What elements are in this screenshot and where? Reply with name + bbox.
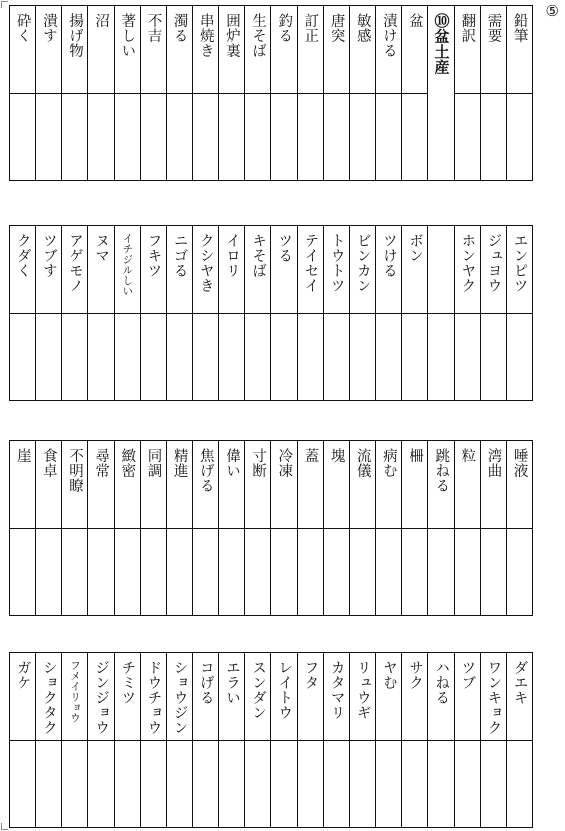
answer-box[interactable] [455, 740, 480, 827]
drill-column [245, 653, 271, 827]
answer-box[interactable] [193, 93, 218, 180]
drill-prompt: 釣る [276, 13, 293, 43]
answer-box[interactable] [245, 740, 270, 827]
drill-prompt: 訂正 [302, 13, 319, 43]
drill-column [141, 653, 167, 827]
drill-column [245, 6, 271, 180]
answer-box[interactable] [88, 528, 113, 615]
drill-column [350, 226, 376, 400]
drill-prompt: ジンジョウ [93, 660, 110, 735]
drill-prompt: 同調 [145, 448, 162, 478]
answer-box[interactable] [245, 313, 270, 400]
drill-prompt: 焦げる [197, 448, 214, 493]
drill-column [36, 441, 62, 615]
answer-box[interactable] [141, 528, 166, 615]
answer-box[interactable] [36, 313, 61, 400]
drill-column [88, 226, 114, 400]
drill-prompt: 緻密 [119, 448, 136, 478]
drill-prompt: 串焼き [197, 13, 214, 58]
answer-box[interactable] [219, 528, 244, 615]
drill-prompt: ツブ [459, 660, 476, 690]
drill-prompt: 湾曲 [485, 448, 502, 478]
drill-column [88, 653, 114, 827]
drill-prompt: フタ [302, 660, 319, 690]
drill-prompt: ツける [380, 233, 397, 278]
answer-box[interactable] [350, 313, 375, 400]
drill-column [219, 441, 245, 615]
drill-column [428, 6, 454, 180]
drill-prompt: 沼 [93, 13, 110, 28]
answer-box[interactable] [298, 313, 323, 400]
answer-box[interactable] [271, 740, 296, 827]
drill-prompt: キそば [250, 233, 267, 278]
drill-prompt: ヤむ [380, 660, 397, 690]
drill-column [402, 6, 428, 180]
drill-column [62, 653, 88, 827]
drill-column [507, 441, 533, 615]
drill-column [324, 653, 350, 827]
answer-box[interactable] [245, 528, 270, 615]
drill-prompt: チミツ [119, 660, 136, 705]
drill-column [481, 653, 507, 827]
answer-box[interactable] [167, 740, 192, 827]
drill-column [271, 441, 297, 615]
drill-prompt: ツる [276, 233, 293, 263]
answer-box[interactable] [507, 93, 532, 180]
drill-column [115, 6, 141, 180]
answer-box[interactable] [193, 740, 218, 827]
drill-column [298, 441, 324, 615]
crop-mark-top-left [1, 1, 8, 8]
drill-column [62, 6, 88, 180]
answer-box[interactable] [324, 93, 349, 180]
drill-column [62, 226, 88, 400]
drill-column [350, 653, 376, 827]
answer-box[interactable] [481, 740, 506, 827]
answer-box[interactable] [481, 93, 506, 180]
drill-prompt: 唐突 [328, 13, 345, 43]
drill-prompt: ⑩盆土産 [432, 13, 451, 75]
drill-column [507, 226, 533, 400]
drill-prompt: 不明瞭 [67, 448, 84, 493]
answer-box[interactable] [350, 528, 375, 615]
drill-column [245, 226, 271, 400]
answer-box[interactable] [324, 528, 349, 615]
drill-prompt: 砕く [14, 13, 31, 43]
answer-box[interactable] [167, 313, 192, 400]
answer-box[interactable] [350, 93, 375, 180]
drill-prompt: 敏感 [354, 13, 371, 43]
drill-prompt: 寸断 [250, 448, 267, 478]
drill-prompt: クシヤき [197, 233, 214, 293]
answer-box[interactable] [62, 313, 87, 400]
answer-box[interactable] [88, 313, 113, 400]
answer-box[interactable] [141, 740, 166, 827]
drill-prompt: イチジルしい [121, 233, 134, 296]
drill-column [428, 653, 454, 827]
drill-column [376, 6, 402, 180]
answer-box[interactable] [455, 528, 480, 615]
answer-box[interactable] [402, 528, 427, 615]
drill-column [481, 226, 507, 400]
drill-column [350, 441, 376, 615]
drill-column [10, 653, 36, 827]
drill-prompt: エンピツ [511, 233, 528, 293]
drill-prompt: スンダン [250, 660, 267, 720]
drill-prompt: ジュヨウ [485, 233, 502, 293]
drill-prompt: ホンヤク [459, 233, 476, 293]
drill-column [115, 441, 141, 615]
drill-prompt: カタマリ [328, 660, 345, 720]
drill-column [402, 226, 428, 400]
drill-prompt: 唾液 [511, 448, 528, 478]
drill-column [141, 441, 167, 615]
drill-prompt: 跳ねる [433, 448, 450, 493]
answer-box[interactable] [402, 93, 427, 180]
drill-prompt: ビンカン [354, 233, 371, 293]
drill-prompt: 潰す [40, 13, 57, 43]
drill-column [324, 6, 350, 180]
drill-column [115, 226, 141, 400]
answer-box[interactable] [10, 313, 35, 400]
answer-box[interactable] [219, 93, 244, 180]
answer-box[interactable] [141, 93, 166, 180]
drill-column [455, 6, 481, 180]
drill-prompt: クダく [14, 233, 31, 278]
drill-prompt: エラい [223, 660, 240, 705]
drill-prompt: 盆 [407, 13, 424, 28]
drill-prompt: ボン [407, 233, 424, 263]
answer-box[interactable] [271, 528, 296, 615]
drill-column [36, 226, 62, 400]
drill-column [193, 653, 219, 827]
drill-prompt: 粒 [459, 448, 476, 463]
answer-box[interactable] [115, 313, 140, 400]
answer-box[interactable] [428, 528, 453, 615]
drill-prompt: ヌマ [93, 233, 110, 263]
drill-prompt: リュウギ [354, 660, 371, 720]
answer-box[interactable] [115, 740, 140, 827]
drill-column [507, 6, 533, 180]
drill-column [10, 6, 36, 180]
drill-prompt: 食卓 [40, 448, 57, 478]
drill-column [481, 6, 507, 180]
drill-prompt: 翻訳 [459, 13, 476, 43]
drill-column [88, 6, 114, 180]
drill-prompt: ツブす [40, 233, 57, 278]
drill-prompt: イロリ [223, 233, 240, 278]
answer-box[interactable] [10, 93, 35, 180]
answer-box[interactable] [298, 528, 323, 615]
drill-column [141, 6, 167, 180]
drill-column [115, 653, 141, 827]
answer-box[interactable] [36, 528, 61, 615]
answer-box[interactable] [115, 93, 140, 180]
answer-box[interactable] [88, 740, 113, 827]
drill-section-4 [9, 652, 533, 828]
answer-box[interactable] [376, 740, 401, 827]
drill-prompt: アゲモノ [67, 233, 84, 293]
drill-prompt: ハねる [433, 660, 450, 705]
drill-prompt: フキツ [145, 233, 162, 278]
drill-prompt: ドウチョウ [145, 660, 162, 735]
drill-column [402, 653, 428, 827]
answer-box[interactable] [402, 313, 427, 400]
answer-box[interactable] [428, 313, 453, 400]
drill-prompt: 鉛筆 [511, 13, 528, 43]
drill-prompt: フメイリョウ [69, 660, 82, 723]
drill-prompt: 生そば [250, 13, 267, 58]
drill-prompt: 著しい [119, 13, 136, 58]
drill-prompt: レイトウ [276, 660, 293, 720]
drill-prompt: 濁る [171, 13, 188, 43]
answer-box[interactable] [507, 313, 532, 400]
drill-prompt: ニゴる [171, 233, 188, 278]
drill-section-2 [9, 225, 533, 401]
drill-prompt: 塊 [328, 448, 345, 463]
answer-box[interactable] [428, 740, 453, 827]
drill-column [376, 441, 402, 615]
answer-box[interactable] [10, 740, 35, 827]
drill-column [455, 441, 481, 615]
drill-column [193, 226, 219, 400]
crop-mark-bottom-left [1, 823, 8, 830]
drill-column [376, 653, 402, 827]
answer-box[interactable] [36, 93, 61, 180]
drill-prompt: コげる [197, 660, 214, 705]
drill-column [350, 6, 376, 180]
drill-column [219, 653, 245, 827]
drill-prompt: 蓋 [302, 448, 319, 463]
answer-box[interactable] [324, 740, 349, 827]
drill-column [298, 226, 324, 400]
answer-box[interactable] [402, 740, 427, 827]
drill-column [245, 441, 271, 615]
drill-column [36, 653, 62, 827]
page-number: ⑤ [545, 2, 559, 20]
answer-box[interactable] [507, 528, 532, 615]
drill-column [167, 653, 193, 827]
drill-prompt: 漬ける [380, 13, 397, 58]
answer-box[interactable] [376, 93, 401, 180]
drill-column [324, 226, 350, 400]
answer-box[interactable] [219, 313, 244, 400]
answer-box[interactable] [88, 93, 113, 180]
drill-section-1 [9, 5, 533, 181]
drill-column [10, 226, 36, 400]
drill-prompt: 尋常 [93, 448, 110, 478]
answer-box[interactable] [481, 528, 506, 615]
drill-column [10, 441, 36, 615]
drill-prompt: 囲炉裏 [223, 13, 240, 58]
drill-column [219, 6, 245, 180]
drill-column [428, 441, 454, 615]
answer-box[interactable] [324, 313, 349, 400]
drill-column [428, 226, 454, 400]
answer-box[interactable] [62, 528, 87, 615]
drill-prompt: 揚げ物 [67, 13, 84, 58]
answer-box[interactable] [62, 93, 87, 180]
drill-column [141, 226, 167, 400]
drill-column [324, 441, 350, 615]
drill-prompt: 不吉 [145, 13, 162, 43]
drill-column [455, 226, 481, 400]
drill-prompt: 崖 [14, 448, 31, 463]
answer-box[interactable] [455, 313, 480, 400]
drill-prompt: ガケ [14, 660, 31, 690]
drill-column [167, 6, 193, 180]
drill-prompt: 病む [380, 448, 397, 478]
answer-box[interactable] [10, 528, 35, 615]
answer-box[interactable] [350, 740, 375, 827]
drill-prompt: サク [407, 660, 424, 690]
drill-column [507, 653, 533, 827]
drill-column [219, 226, 245, 400]
answer-box[interactable] [36, 740, 61, 827]
drill-prompt [428, 226, 453, 313]
drill-column [62, 441, 88, 615]
drill-column [402, 441, 428, 615]
drill-column [167, 226, 193, 400]
drill-column [271, 6, 297, 180]
drill-column [298, 653, 324, 827]
answer-box[interactable] [219, 740, 244, 827]
answer-box[interactable] [507, 740, 532, 827]
drill-column [455, 653, 481, 827]
drill-column [193, 441, 219, 615]
drill-prompt: トウトツ [328, 233, 345, 293]
answer-box[interactable] [481, 313, 506, 400]
drill-prompt: 柵 [407, 448, 424, 463]
drill-prompt: ショウジン [171, 660, 188, 735]
drill-column [376, 226, 402, 400]
answer-box[interactable] [271, 93, 296, 180]
answer-box[interactable] [62, 740, 87, 827]
drill-column [88, 441, 114, 615]
drill-column [271, 653, 297, 827]
answer-box[interactable] [193, 528, 218, 615]
drill-prompt: ワンキョク [485, 660, 502, 735]
drill-column [36, 6, 62, 180]
drill-column [481, 441, 507, 615]
drill-column [193, 6, 219, 180]
answer-box[interactable] [245, 93, 270, 180]
answer-box[interactable] [167, 528, 192, 615]
answer-box[interactable] [298, 740, 323, 827]
answer-box[interactable] [193, 313, 218, 400]
drill-column [167, 441, 193, 615]
drill-prompt: 需要 [485, 13, 502, 43]
drill-prompt: テイセイ [302, 233, 319, 293]
answer-box[interactable] [115, 528, 140, 615]
answer-box[interactable] [141, 313, 166, 400]
answer-box[interactable] [271, 313, 296, 400]
drill-prompt: ショクタク [40, 660, 57, 735]
answer-box[interactable] [298, 93, 323, 180]
drill-section-3 [9, 440, 533, 616]
drill-prompt: ダエキ [511, 660, 528, 705]
drill-column [271, 226, 297, 400]
drill-column [298, 6, 324, 180]
answer-box[interactable] [455, 93, 480, 180]
answer-box[interactable] [376, 528, 401, 615]
drill-prompt: 冷凍 [276, 448, 293, 478]
answer-box[interactable] [376, 313, 401, 400]
drill-prompt: 精進 [171, 448, 188, 478]
answer-box[interactable] [167, 93, 192, 180]
drill-prompt: 流儀 [354, 448, 371, 478]
drill-prompt: 偉い [223, 448, 240, 478]
